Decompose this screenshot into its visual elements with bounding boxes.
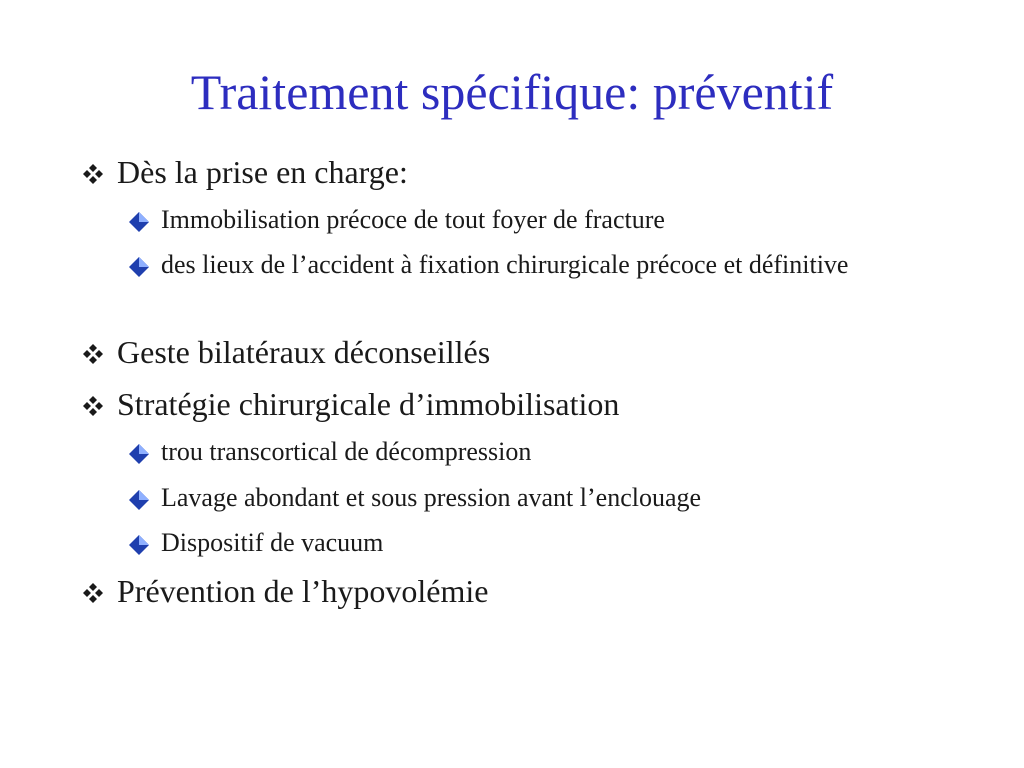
subbullet-text: Lavage abondant et sous pression avant l’enclouage [161, 483, 702, 512]
bullet-item-2 [79, 330, 490, 374]
subbullet-item-3-1 [128, 435, 941, 469]
bullet-text: Dès la prise en charge: [117, 154, 408, 190]
bullet-item-3 [79, 382, 619, 426]
bullet-text: Stratégie chirurgicale d’immobilisation [117, 386, 620, 422]
slide-title: Traitement spécifique: préventif [190, 64, 834, 120]
blue-diamond-bullet-icon [128, 534, 150, 556]
subbullet-text: Dispositif de vacuum [161, 528, 384, 557]
subbullet-item-1-1 [128, 203, 941, 237]
subbullet-item-3-3 [128, 526, 941, 560]
four-diamond-bullet-icon [79, 569, 117, 604]
four-diamond-bullet-icon [79, 330, 117, 365]
subbullet-item-3-2 [128, 481, 941, 515]
four-diamond-bullet-icon [79, 150, 117, 185]
blue-diamond-bullet-icon [128, 489, 150, 511]
bullet-item-4 [79, 569, 488, 613]
subbullet-item-1-2 [128, 248, 941, 282]
bullet-text: Prévention de l’hypovolémie [117, 573, 489, 609]
bullet-item-1 [79, 150, 408, 194]
blue-diamond-bullet-icon [128, 211, 150, 233]
blue-diamond-bullet-icon [128, 256, 150, 278]
four-diamond-bullet-icon [79, 382, 117, 417]
blue-diamond-bullet-icon [128, 443, 150, 465]
subbullet-text: trou transcortical de décompression [161, 437, 532, 466]
subbullet-text: Immobilisation précoce de tout foyer de fracture [161, 205, 665, 234]
subbullet-text: des lieux de l’accident à fixation chirurgicale précoce et définitive [161, 250, 849, 279]
bullet-text: Geste bilatéraux déconseillés [117, 334, 491, 370]
